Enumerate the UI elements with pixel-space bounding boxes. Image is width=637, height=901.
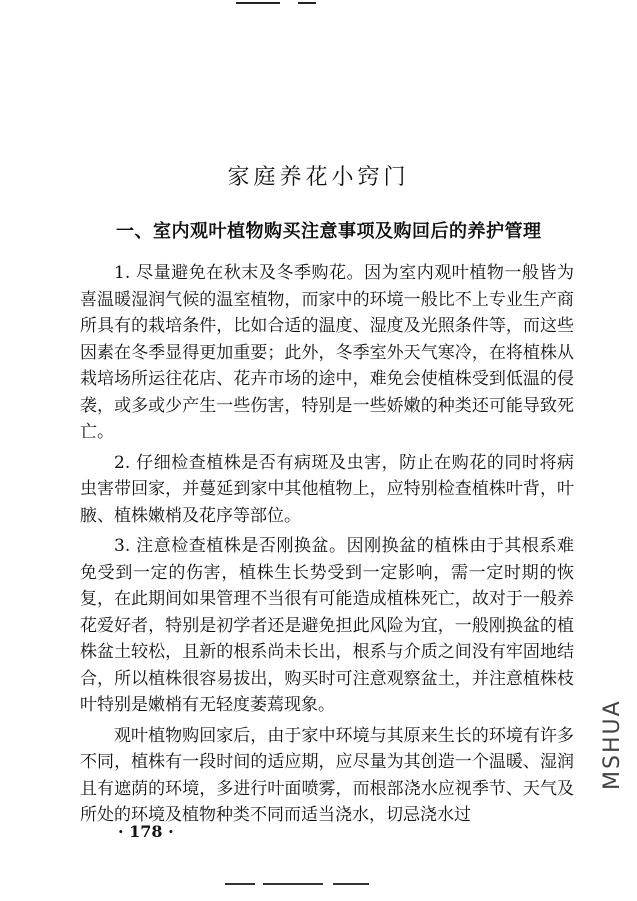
page-number: · 178 ·: [118, 822, 174, 841]
paragraph-1: 1. 尽量避免在秋末及冬季购花。因为室内观叶植物一般皆为喜温暖湿润气候的温室植物，而家中的环境一般比不上专业生产商所具有的栽培条件，比如合适的温度、湿度及光照条件等，而这些因素在冬季显得更加重要；此外，冬季室外天气寒冷，在将植株从栽培场所运往花店、花卉市场的途中，难免会使植株受到低温的侵袭，或多或少产生一些伤害，特别是一些娇嫩的种类还可能导致死亡。: [80, 263, 574, 442]
paragraph-2: 2. 仔细检查植株是否有病斑及虫害，防止在购花的同时将病虫害带回家，并蔓延到家中其他植物上，应特别检查植株叶背，叶腋、植株嫩梢及花序等部位。: [80, 452, 574, 526]
body-text: [80, 260, 574, 833]
section-heading: 一、室内观叶植物购买注意事项及购回后的养护管理: [116, 221, 542, 242]
watermark: MSHUA: [600, 699, 625, 790]
bottom-scan-marks: [225, 880, 375, 888]
page-title: 家庭养花小窍门: [227, 165, 410, 190]
paragraph-3: 3. 注意检查植株是否刚换盆。因刚换盆的植株由于其根系难免受到一定的伤害，植株生长势受到一定影响，需一定时期的恢复，在此期间如果管理不当很有可能造成植株死亡，故对于一般养花爱好者，特别是初学者还是避免担此风险为宜，一般刚换盆的植株盆土较松，且新的根系尚未长出，根系与介质之间没有牢固地结合，所以植株很容易拔出，购买时可注意观察盆土，并注意植株枝叶特别是嫩梢有无轻度萎蔫现象。: [80, 536, 574, 715]
top-scan-marks: [236, 0, 326, 6]
paragraph-4: 观叶植物购回家后，由于家中环境与其原来生长的环境有许多不同，植株有一段时间的适应期，应尽量为其创造一个温暖、湿润且有遮荫的环境，多进行叶面喷雾，而根部浇水应视季节、天气及所处的环境及植物种类不同而适当浇水，切忌浇水过: [80, 725, 574, 825]
